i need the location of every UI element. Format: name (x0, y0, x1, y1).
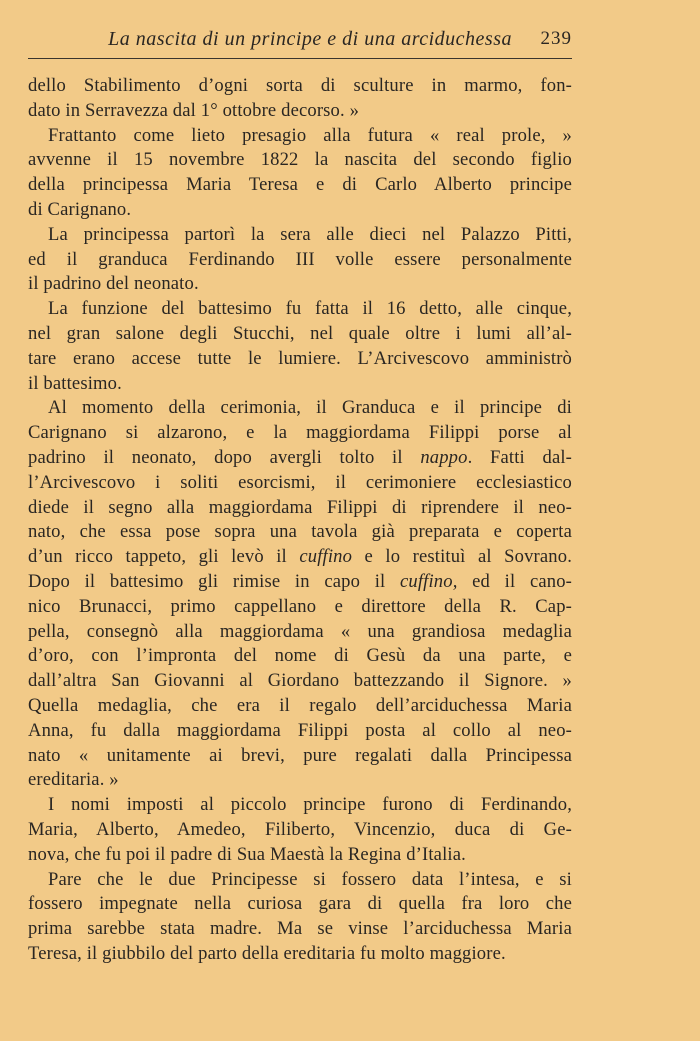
text-line: ereditaria. » (28, 769, 119, 791)
text-line: diede il segno alla maggiordama Filippi di riprendere il neo- (28, 496, 572, 518)
text-line: l’Arcivescovo i soliti esorcismi, il cerimoniere ecclesiastico (28, 471, 572, 493)
text-line: Pare che le due Principesse si fossero data l’intesa, e si (48, 868, 572, 890)
italic-term: cuffino, (400, 570, 458, 592)
text-line: Dopo il battesimo gli rimise in capo il cuffino, ed il cano- (28, 570, 572, 592)
text-line: il battesimo. (28, 372, 122, 394)
text-line: nel gran salone degli Stucchi, nel quale oltre i lumi all’al- (28, 322, 572, 344)
running-header (28, 26, 572, 56)
text-line: Carignano si alzarono, e la maggiordama Filippi porse al (28, 422, 572, 444)
text-line: dall’altra San Giovanni al Giordano battezzando il Signore. » (28, 670, 572, 692)
body-text (28, 74, 572, 967)
page-number: 239 (540, 28, 572, 49)
text-line: d’oro, con l’impronta del nome di Gesù da una parte, e (28, 645, 572, 667)
text-line: La funzione del battesimo fu fatta il 16 detto, alle cinque, (48, 298, 572, 320)
text-line: ed il granduca Ferdinando III volle essere personalmente (28, 248, 572, 270)
text-line: La principessa partorì la sera alle dieci nel Palazzo Pitti, (48, 223, 572, 245)
text-line: della principessa Maria Teresa e di Carlo Alberto principe (28, 174, 572, 196)
text-line: Quella medaglia, che era il regalo dell’arciduchessa Maria (28, 694, 572, 716)
text-line: I nomi imposti al piccolo principe furono di Ferdinando, (48, 794, 572, 816)
text-line: fossero impegnate nella curiosa gara di quella fra loro che (28, 893, 572, 915)
italic-term: nappo (420, 446, 468, 468)
text-line: dello Stabilimento d’ogni sorta di sculture in marmo, fon- (28, 75, 572, 96)
italic-term: cuffino (299, 546, 353, 568)
text-line: prima sarebbe stata madre. Ma se vinse l’arciduchessa Maria (28, 918, 572, 940)
text-line: dato in Serravezza dal 1° ottobre decorso. » (28, 99, 360, 121)
text-line: padrino il neonato, dopo avergli tolto il nappo. Fatti dal- (28, 446, 572, 468)
text-line: Al momento della cerimonia, il Granduca e il principe di (48, 397, 572, 419)
text-line: Teresa, il giubbilo del parto della ereditaria fu molto maggiore. (28, 942, 506, 964)
text-line: nico Brunacci, primo cappellano e direttore della R. Cap- (28, 595, 572, 617)
text-line: avvenne il 15 novembre 1822 la nascita del secondo figlio (28, 149, 572, 171)
text-line: il padrino del neonato. (28, 273, 199, 295)
text-line: di Carignano. (28, 198, 132, 220)
running-title: La nascita di un principe e di una arciduchessa (108, 28, 512, 50)
text-line: nova, che fu poi il padre di Sua Maestà la Regina d’Italia. (28, 843, 466, 865)
text-line: tare erano accese tutte le lumiere. L’Arcivescovo amministrò (28, 347, 572, 369)
text-line: Anna, fu dalla maggiordama Filippi posta al collo al neo- (28, 719, 572, 741)
text-line: nato « unitamente ai brevi, pure regalati dalla Principessa (28, 744, 572, 766)
text-line: Frattanto come lieto presagio alla futura « real prole, » (48, 124, 572, 146)
text-line: nato, che essa pose sopra una tavola già preparata e coperta (28, 521, 572, 543)
text-line: d’un ricco tappeto, gli levò il cuffino e lo restituì al Sovrano. (28, 546, 572, 568)
header-rule (28, 58, 572, 59)
text-line: pella, consegnò alla maggiordama « una grandiosa medaglia (28, 620, 572, 642)
text-line: Maria, Alberto, Amedeo, Filiberto, Vincenzio, duca di Ge- (28, 818, 572, 840)
